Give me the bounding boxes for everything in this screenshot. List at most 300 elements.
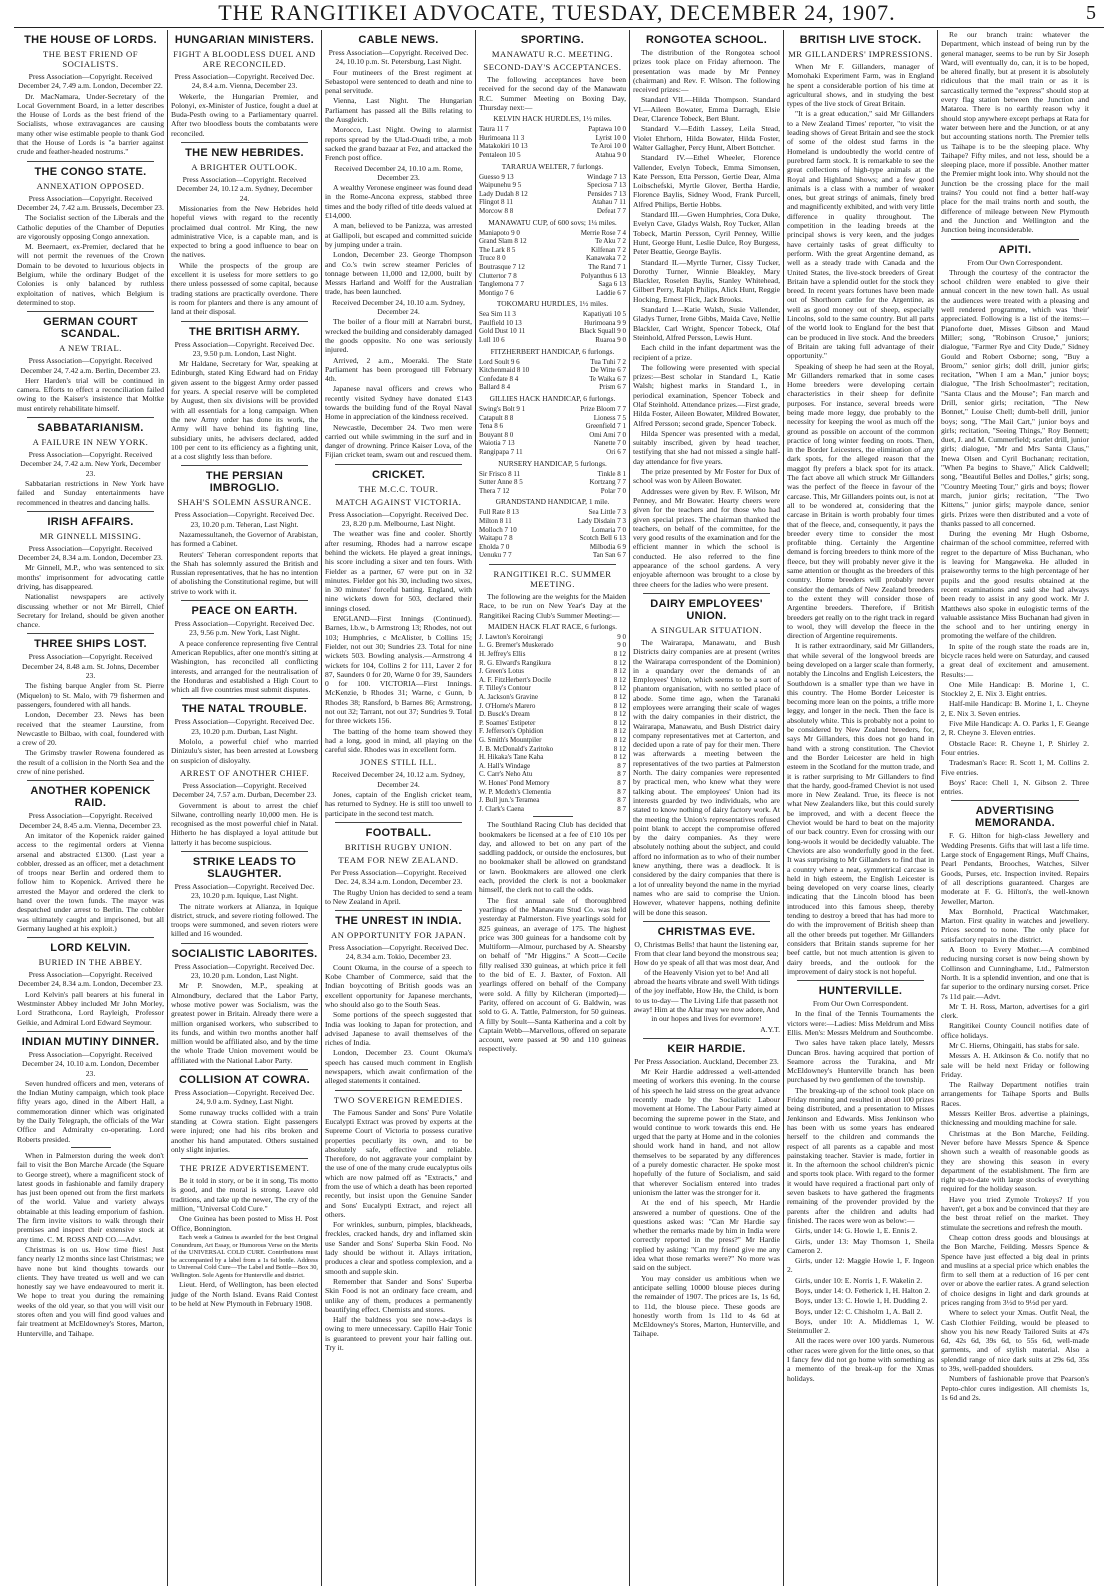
subhead: ANNEXATION OPPOSED.: [36, 180, 145, 191]
entry-text: 8 12: [613, 753, 626, 762]
article-text: All the races were over 100 yards. Numerous other races were given for the little ones, so that I fancy few did not go home with something as a memento of the break-up for the Xmas holidays.: [787, 1336, 934, 1383]
dateline: Press Association—Copyright. Received Dec. 24, 9.0 a.m. Sydney, Last Night.: [174, 1088, 315, 1107]
race-heading: KELVIN HACK HURDLES, 1½ miles.: [493, 114, 612, 124]
headline-football: FOOTBALL.: [365, 826, 432, 839]
article-text: Seven hundred officers and men, veterans of the Indian Mutiny campaign, which took place fifty years ago, dined in the Albert Hall, a commemoration dinner which was originated by the Daily Telegraph, the officials of the War Office and Admiralty co-operating. Lord Roberts presided.: [17, 1078, 164, 1144]
entry-text: 8 7: [617, 804, 626, 813]
entry-text: Te Aroi 10 0: [590, 142, 626, 151]
entry-text: Kortzang 7 7: [589, 478, 626, 487]
article-text: When Mr F. Gillanders, manager of Momohaki Experiment Farm, was in England he spent a considerable portion of his time at agricultural shows, and in studying the best types of the live stock of Great Britain.: [787, 62, 934, 109]
article-text: The Southland Racing Club has decided that bookmakers be licensed at a fee of £10 10s per day, and allowed to bet on any part of the saddling paddock, or outside the enclosures, but no bookmaker shall be allowed on grandstand or lawn. Bookmakers are allowed one clerk each, provided the clerk is not a bookmaker himself, the clerk not to call the odds.: [479, 820, 626, 895]
race-entry: [479, 358, 626, 367]
article-text: Mr Keir Hardie addressed a well-attended meeting of workers this evening. In the course of his speech he laid stress on the great advance recently made by the Socialistic Labour movement at Home. The Labour Party aimed at becoming the supreme power in the State, and would continue to work towards this end. He urged that the party at Home and in the colonies should work hand in hand, and not allow themselves to be separated by any differences of a purely domestic character. He spoke most hopefully of the future of Socialism, and said that wherever Socialism entered into trades unionism the latter was the stronger for it.: [633, 1067, 780, 1197]
dateline: Press Association—Copyright. Received December 24, 7.42 a.m. Brussels, December 23.: [17, 193, 164, 212]
entry-text: Uenuku 7 7: [479, 551, 512, 560]
dateline: Press Association—Copyright. Received Dec. 23, 8.20 p.m. Melbourne, Last Night.: [328, 509, 469, 529]
entry-text: Bouyant 8 0: [479, 430, 514, 439]
entry-text: Lady Dudah 8 12: [479, 189, 528, 198]
race-entry: [479, 207, 626, 216]
race-entry: [479, 422, 626, 431]
divider: [643, 1038, 770, 1039]
entry-text: Taura 11 7: [479, 125, 509, 134]
entry-text: Grand Slam 8 12: [479, 237, 527, 246]
entry-text: Molloch 7 10: [479, 525, 517, 534]
entry-text: Truce 8 0: [479, 254, 506, 263]
race-entries: [479, 405, 626, 457]
advertisement-text: A Boon to Every Mother.—A combined reducing nursing corset is now being shown by Collinson and Cunninghame, Ltd., Palmerston North. It is a splendid invention, and one that is far superior to the ordinary nursing corset. Price 7s 11d pair.—Advt.: [941, 945, 1089, 1001]
entry-text: 8 12: [613, 701, 626, 710]
article-text: Mr Ginnell, M.P., who was sentenced to six months' imprisonment for advocating cattle driving, has disappeared.: [17, 563, 164, 591]
article-text: The following were presented with special prizes:—Best scholar in Standard I., Katie Walsh; highest marks in Standard I., in periodical examination, Spencer Tobeck and Olaf Steinhold. Attendance prizes.—First grade, Hilda Foster, Aileen Bowater, Mildred Bowater, Alfred Persson; second grade, Spencer Tobeck.: [633, 362, 780, 428]
article-text: Reuters' Teheran correspondent reports that the Shah has solemnly assured the British and Russian representatives, that he has no intention of abolishing the Constitutional regime, but will strive to work with it.: [171, 549, 318, 596]
entry-text: Kitchenmaid 8 10: [479, 366, 530, 375]
subhead: A BRIGHTER OUTLOOK.: [191, 162, 298, 173]
entry-text: Montigo 7 6: [479, 288, 514, 297]
article-text: A peace conference representing five Central American Republics, after one month's sitting at Washington, has reconciled all conflicting interests, and arranged for the neutralisation of the Honduras and established a High Court to which all five countries must submit disputes.: [171, 638, 318, 695]
divider: [643, 921, 770, 922]
article-text: Dr. MacNamara, Under-Secretary of the Local Government Board, in a letter describes the House of Lords as the best friend of the Socialists, whose extravagances are causing many other wise estimable people to thank God that the House of Lords is "a barrier against crude and feather-headed nostrums.": [17, 91, 164, 157]
headline-christmas-eve: CHRISTMAS EVE.: [657, 925, 756, 938]
race-heading: NURSERY HANDICAP, 5 furlongs.: [498, 458, 607, 468]
entry-text: Hurimoana 9 9: [584, 318, 626, 327]
headline-hunterville: HUNTERVILLE.: [818, 985, 903, 998]
headline-socialistic-laborites: SOCIALISTIC LABORITES.: [171, 947, 318, 960]
headline-new-hebrides: THE NEW HEBRIDES.: [185, 147, 304, 160]
entry-text: W. Hones' Pond Memory: [479, 778, 550, 787]
entry-text: Boutrasque 7 12: [479, 262, 525, 271]
race-entry: [479, 254, 626, 263]
entry-text: Omi Ami 7 0: [589, 430, 626, 439]
entry-text: G. Smith's Mountpiler: [479, 735, 542, 744]
article-text: A man, believed to be Panizza, was arrested at Gallipoli, but escaped and committed suicide by jumping under a train.: [325, 221, 472, 249]
advertisement-text: For wrinkles, sunburn, pimples, blackheads, freckles, cracked hands, dry and inflamed skin use Sander and Sons' Superba Skin Food. No lady should be without it. Allays irritation, produces a clear and spotless complexion, and a smooth and supple skin.: [325, 1220, 472, 1276]
entry-text: Eholda 7 0: [479, 542, 510, 551]
headline-british-army: THE BRITISH ARMY.: [188, 325, 301, 338]
race-entry: [479, 641, 626, 650]
advertisement-text: Cheap cotton dress goods and blousings at the Bon Marche, Feilding. Messrs Spence & Spence have just effected a big deal in prints and muslins at a special price which enables the firm to sell them at a reduction of 16 per cent over or above the earlier rates. A grand selection of choice designs in light and dark grounds at prices ranging from 3½d to 9½d per yard.: [941, 1232, 1089, 1307]
dateline: Press Association—Copyright. Received December 24, 10.10 a.m. London, December 23.: [21, 1049, 160, 1078]
race-entry: [479, 702, 626, 711]
race-entry: [479, 788, 626, 797]
entry-text: Paulfield 10 13: [479, 318, 522, 327]
dateline: Press Association—Copyright. Received December 24, 7.42 a.m. Berlin, December 23.: [20, 356, 161, 375]
race-entry: [479, 478, 626, 487]
subhead-remedies: TWO SOVEREIGN REMEDIES.: [333, 1094, 464, 1105]
masthead-rule: [14, 27, 1104, 28]
entry-text: Sutter Anne 8 5: [479, 478, 523, 487]
advertisement-text: Rangitikei County Council notifies date of office holidays.: [941, 1021, 1089, 1040]
race-heading: TARARUA WELTER, 7 furlongs.: [501, 161, 604, 171]
advertisement-text: Messrs A. H. Atkinson & Co. notify that no sale will be held next Friday or following Friday.: [941, 1051, 1089, 1079]
article-text: Nazamessultaneh, the Governor of Arabistan, has formed a Cabinet.: [171, 529, 318, 549]
entry-text: Ori 6 7: [606, 448, 626, 456]
article-text: Each child in the infant department was the recipient of a prize.: [633, 343, 780, 362]
divider: [27, 633, 154, 634]
divider: [181, 600, 308, 601]
entry-text: 8 12: [613, 667, 626, 676]
advertisement-text: The Railway Department notifies train arrangements for Taihape Sports and Bulls Races.: [941, 1080, 1089, 1108]
divider: [27, 311, 154, 312]
article-text: During the evening Mr Hugh Osborne, chairman of the school committee, referred with regret to the departure of Miss Buchanan, who is leaving for Mangaweka. He alluded in praiseworthy terms to the high percentage of her pupils and the good results obtained at the recent examinations and said she had always been ready to assist in any good work. Mr J. Matthews also spoke in eulogistic terms of the valuable assistance Miss Buchanan had given in the school and to her untiring energy in promoting the welfare of the children.: [941, 529, 1089, 641]
headline-cable-news: CABLE NEWS.: [358, 34, 439, 46]
headline-british-live-stock: BRITISH LIVE STOCK.: [799, 34, 922, 46]
article-text: Hilda Spencer was presented with a medal, suitably inscribed, given by head teacher, testifying that she had not missed a single half-day attendance for five years.: [633, 428, 780, 466]
divider: [951, 800, 1079, 801]
article-text: It is rather extraordinary, said Mr Gillanders, that while several of the longwool breeds are being developed on a larger scale than formerly, notably the Lincolns and English Leicesters, the Southdown is a smaller type than we have in this country. The Home Border Leicester is becoming more lean on the points, a trifle more leggy, and longer in the neck. Then the face is absolutely white. This is probably not a point to be considered by New Zealand breeders, for, says Mr Gillanders, this does not go hand in hand with a strong constitution. The Cheviot and the Border Leicester are held in high esteem in the Scotland for the mutton trade, and it is rather surprising to Mr Gillanders to find that the hardy, good-framed Cheviot is not used more in New Zealand. True, its fleece is not what New Zealanders like, but this could surely be improved, and with a decent fleece the Cheviot would be hard to beat on the majority of our back country. Even for crossing with our long-wools it would be decidedly valuable. The Cheviots are also wonderfully good in the feet. It was surprising to Mr Gillanders to find that in a country where a neat, symmetrical carcase is held in high esteem, the English Leicester is being developed on very coarse lines, clearly indicating that the Lincoln blood has been introduced into this famous sheep, thereby tending to destroy a breed that has had more to do with the improvement of British sheep than all the other breeds put together. Mr Gillanders considers that Britain stands supreme for her beef cattle, but not much attention is given to dairy breeds, and the outlook for the improvement of dairy stock is not hopeful.: [787, 641, 934, 976]
race-entry: [479, 439, 626, 448]
article-text: The weather was fine and cooler. Shortly after resuming, Rhodes had a narrow escape behind the wickets. He played a great innings, his score including a sixer and ten fours. With Fielder as a partner, 67 were put on in 32 minutes. Fielder got his 30, including two sixes, in 30 minutes' forceful batting. England, with nine wickets down for 503, declared their innings closed.: [325, 529, 472, 613]
result-line: Girls, under 12: Maggie Howie 1, F. Ingeon 2.: [787, 1256, 934, 1275]
entry-text: Paptawa 10 0: [588, 125, 626, 134]
entry-text: Rangipapa 7 11: [479, 448, 523, 456]
entry-text: Ruaroa 9 0: [595, 336, 626, 345]
race-heading: TOKOMARU HURDLES, 1½ miles.: [496, 299, 609, 309]
race-entry: [479, 272, 626, 281]
dateline: Press Association—Copyright. Received Dec. 23, 9.56 p.m. New York, Last Night.: [174, 619, 315, 638]
advertisement-text: F. G. Hilton for high-class Jewellery and Wedding Presents. Gifts that will last a life time. Large stock of Engagement Rings, Muff Chains, Pearl Pendants, Brooches, Watches, Silver Goods, Purses, etc. Inspection invited. Repairs of all descriptions guaranteed. Charges are moderate at F. G. Hilton's, the well-known Jeweller, Marton.: [941, 831, 1089, 906]
article-text: Standard II.—Myrtle Turner, Cissy Tucker, Dorothy Turner, Winnie Bleakley, Mary Blackler, Roselen Baylis, Stanley Whitehead, Gilbert Perry, Ralph Philips, Alick Hunt, Reggie Hocking, Ernest Flick, Jack Brooks.: [633, 257, 780, 304]
entry-text: Tena 8 6: [479, 422, 504, 431]
divider: [951, 239, 1079, 240]
race-entry: [479, 633, 626, 642]
headline-natal-trouble: THE NATAL TROUBLE.: [181, 703, 308, 716]
result-line: Boys, under 13: C. Howie 1, H. Dudding 2.: [795, 1296, 928, 1306]
divider: [643, 593, 770, 594]
divider: [797, 980, 924, 981]
entry-text: Sir Frisco 8 11: [479, 469, 521, 478]
race-entry: [479, 650, 626, 659]
article-text: Mr Haldane, Secretary for War, speaking at Edinburgh, stated King Edward had on Friday given assent to the biggest Army order passed for years. A special reserve will be completed by August, then six divisions will be provided with all essentials for a long campaign. When the new Army order has done its work, the Army will have behind its fighting line, subsidiary units, he advisers declared, added 100 per cent to its efficiency as a fighting unit, at a cost slightly less than before.: [171, 359, 318, 462]
article-text: Standard I.—Katie Walsh, Susie Vallender, Gladys Turner, Irene Gibbs, Maida Cave, Nellie Blackler, Carl Wright, Spencer Tobeck, Olaf Steinhold, Alfred Persson, Lewis Hunt.: [633, 305, 780, 342]
article-text: Nationalist newspapers are actively discussing whether or not Mr Birrell, Chief Secretary for Ireland, should be given another chance.: [17, 592, 164, 630]
entry-text: F. Jefferson's Ophidion: [479, 727, 544, 736]
result-line: Girls, under 14: G. Howie 1, E. Ennis 2.: [795, 1226, 918, 1236]
divider: [181, 142, 308, 143]
divider: [27, 511, 154, 512]
entry-text: 8 12: [613, 727, 626, 736]
advertisement-text: Remember that Sander and Sons' Superba Skin Food is not an ordinary face cream, and unlike any of them, produces a permanently beautifying effect. Chemists and stores.: [325, 1276, 472, 1314]
article-text: Mr P. Snowden, M.P., speaking at Almondbury, declared that the Labor Party, whose motive power was Socialism, was the greatest power in Britain. Already there were a million organised workers, who subscribed to its funds, and within two months another half million would be affiliated also, and by the time the whole Trade Union movement would be affiliated with the National Labor Party.: [171, 981, 318, 1065]
entry-text: The Rand 7 1: [588, 262, 626, 271]
entry-text: Gold Dust 10 11: [479, 327, 526, 336]
column-3: [322, 30, 476, 1586]
race-entry: [479, 710, 626, 719]
entry-text: Te Waika 6 7: [589, 374, 626, 383]
race-entry: [479, 534, 626, 543]
race-entry: [479, 470, 626, 479]
article-text: Through the courtesy of the contractor the school children were enabled to give their annual concert in the new town hall. As usual the audiences were treated with a pleasing and well rendered programme, which was 'their' appreciated. Following is a list of the items:—Pianoforte duet, Misses Gibson and Maud Miller; song, "Robinson Crusoe," juniors; dialogue, "Farmer Rye and City Dude," Sidney Gould and Robert Osborne; song, "Buy a Broom," senior girls; doll drill, junior girls; recitation, "When I am a Man," junior boys; dialogue, "The Irish Schoolmaster"; recitation, "Santa Claus and the Mouse"; Fan march and Drill, senior girls; recitation, "The New Bonnet," Louise Chell; dumb-bell drill, junior boys; song, "The Mail Cart," junior boys and girls; recitation, "Seeing Things," Roy Bennett; duet, J. and M. Cummerfield; scarlet drill, junior girls; dialogue, "Mr and Mrs Santa Claus," Inewa Olsen and Cyril Buchanan; recitation, "When Pa begins to Shave," Alick Caldwell; song, "Beautiful Belles and Dolles," girls; song, "Country Meeting Tour," girls and boys; flower march, junior girls; recitation, "The Two Kittens," junior girls; maypole dance, senior girls. Prizes were then distributed and a vote of thanks passed to all concerned.: [941, 267, 1089, 528]
entry-text: 8 7: [617, 770, 626, 779]
subhead: THE M.C.C. TOUR.: [358, 483, 439, 494]
article-text: The prize presented by Mr Foster for Dux of school was won by Aileen Bowater.: [633, 467, 780, 486]
subhead: MANAWATU R.C. MEETING.: [491, 49, 614, 59]
article-text: You may consider us ambitious when we anticipate selling 10000 blouse pieces during the remainder of 1907. The prices are 1s, 1s 6d, to 11d, the blouse piece. These goods are honestly worth from 1s 11d to 4s 6d at McEldowney's Stores, Marton, Hunterville, and Taihape.: [633, 1273, 780, 1339]
entry-text: Catapult 8 8: [479, 413, 514, 422]
entry-text: Kanawaka 7 2: [585, 254, 626, 263]
article-text: The fishing barque Angler from St. Pierre (Miquelon) to St. Malo, with 79 fishermen and passengers, foundered with all hands.: [17, 681, 164, 709]
race-entry: [479, 659, 626, 668]
article-text: The Wairarapa, Manawatu, and Bush Districts dairy companies are at present (writes the Wairarapa correspondent of the Dominion) in a quandary over the demands of an Employees' Union, which seems to be a sort of phantom organisation, with no settled place of abode. Some time ago, when the Taranaki employees were arranging their scale of wages with the dairy companies in their district, the Wairarapa, Manawatu, and Bush District dairy company representatives met at Carterton, and decided upon a rate of pay for their men. There was afterwards a meeting between the representatives of the two parties at Palmerston North. The dairy companies were represented by practical men, who knew what they were talking about. The employees' Union had its interests guarded by two individuals, who are stated to know nothing of dairy factory work. At the meeting the Union's representatives refused point blank to accept the compromise offered by the dairy companies. As they were absolutely nothing about the subject, and could afford no information as to who of their number knew anything, there was a deadlock. It is considered by the dairy companies that there is a lot of unreality beyond the name in the myriad names who are said to comprise the Union. However, whatever happens, nothing definite will be done this season.: [633, 637, 780, 917]
advertisement-text: Where to select your Xmas. Outfit Neal, the Cash Clothier Feilding, would be pleased to show you his new Ready Tailored Suits at 47s 6d, 42s 6d, 39s 6d, to 55s 6d, well-made garments, and of stylish material. Also a splendid range of nice dark suits at 29s 6d, 35s to 39s, well-padded shoulders.: [941, 1308, 1089, 1374]
race-entry: [479, 796, 626, 805]
entry-text: Lady Disdain 7 3: [577, 516, 626, 525]
article-text: The batting of the home team showed they had a long, good in mind, all playing on the careful side. Rhodes was in excellent form.: [325, 726, 472, 755]
entry-text: A. F. FitzHerbert's Docile: [479, 675, 552, 684]
entry-text: Waipunehu 9 5: [479, 181, 522, 190]
race-entry: [479, 405, 626, 414]
divider: [71, 1147, 111, 1148]
race-entry: [479, 667, 626, 676]
entry-text: 8 12: [613, 735, 626, 744]
result-line: Tradesman's Race: R. Scott 1, M. Collins 2. Five entries.: [941, 758, 1089, 777]
column-6: [784, 30, 938, 1586]
race-entry: [479, 310, 626, 319]
headline-dairy-employees-union: DAIRY EMPLOYEES' UNION.: [650, 597, 763, 622]
entry-text: Windage 7 13: [587, 172, 626, 181]
race-entry: [479, 736, 626, 745]
article-text: Standard V.—Edith Lassey, Leila Stead, Violet Ehrhorn, Hilda Bowater, Hilda Foster, Walter Gallagher, Percy Hunt, Albert Bottcher.: [633, 124, 780, 152]
headline-sporting: SPORTING.: [520, 34, 585, 46]
headline-rongotea-school: RONGOTEA SCHOOL.: [645, 34, 768, 46]
divider: [27, 417, 154, 418]
race-entry: [479, 319, 626, 328]
column-5: [630, 30, 784, 1586]
entry-text: Confedate 8 4: [479, 374, 519, 383]
subhead: TEAM FOR NEW ZEALAND.: [338, 854, 459, 865]
dateline: Press Association—Copyright. Received December 24, 7.42 a.m. New York, December 23.: [20, 450, 161, 478]
race-entry: [479, 448, 626, 457]
divider: [335, 822, 462, 823]
article-text: Four mutineers of the Brest regiment at Sebastopol were sentenced to death and nine to penal servitude.: [325, 67, 472, 96]
article-text: Standard III.—Gwen Humphries, Cora Duke, Evelyn Cave, Gladys Walsh, Roy Tucker, Allan Tobeck, Martin Persson, Cyril Penney, Willie Hunt, George Hunt, Leslie Dulce, Roy Burgess, Peter Beattie, George Baylis.: [633, 210, 780, 257]
subhead: A NEW TRIAL.: [59, 343, 122, 354]
article-text: The boiler of a flour mill at Narrabri burst, wrecked the building and considerably damaged the goods opposite. No one was seriously injured.: [325, 317, 472, 355]
article-text: Newcastle, December 24. Two men were carried out while swimming in the surf and in danger of drowning. Prince Kaiser Lova, of the Fijian cricket team, swam out and rescued them.: [325, 422, 472, 460]
race-entry: [479, 719, 626, 728]
entry-text: 8 12: [613, 744, 626, 753]
subhead: A SINGULAR SITUATION.: [651, 624, 762, 635]
race-entry: [479, 762, 626, 771]
divider: [181, 851, 308, 852]
entry-text: Sea Little 7 3: [588, 508, 626, 517]
race-entry: [479, 246, 626, 255]
headline-strike-slaughter: STRIKE LEADS TO SLAUGHTER.: [192, 856, 297, 880]
entry-text: J. Bull jun.'s Teramea: [479, 796, 540, 805]
entry-text: Ballard 8 4: [479, 383, 511, 392]
entry-text: J. Clark's Caena: [479, 804, 525, 813]
article-text: Jones, captain of the English cricket team, has returned to Sydney. He is still too unwell to participate in the second test match.: [325, 790, 472, 818]
entry-text: Lull 10 6: [479, 336, 505, 345]
entry-text: Flingot 8 11: [479, 198, 513, 207]
entry-text: Milbodia 6 9: [589, 542, 626, 551]
dateline: Press Association—Copyright. Received Dec. 23, 10.20 p.m. Teheran, Last Night.: [174, 510, 315, 529]
race-entry: [479, 431, 626, 440]
article-text: Some portions of the speech suggested that India was looking to Japan for protection, and advised Japanese to avail themselves of the riches of India.: [325, 1010, 472, 1048]
article-text: Government is about to arrest the chief Silwane, controlling nearly 10,000 men. He is recognised as the most powerful chief in Natal. Hitherto he has displayed a loyal attitude but latterly it has become suspicious.: [171, 800, 318, 847]
dateline: Press Association—Copyright. Received Dec. 23, 10.20 p.m. London, Last Night.: [174, 961, 315, 981]
subhead: SECOND-DAY'S ACCEPTANCES.: [483, 62, 622, 72]
race-entries: [479, 508, 626, 560]
race-entry: [479, 745, 626, 754]
race-entry: [479, 280, 626, 289]
result-line: Boys, under 12: C. Chisholm 1, A. Ball 2.: [795, 1306, 923, 1316]
entry-text: A. Hall's Windage: [479, 761, 531, 770]
divider: [27, 780, 154, 781]
headline-sabbatarianism: SABBATARIANISM.: [37, 422, 144, 435]
article-text: Sabbatarian restrictions in New York have failed and Sunday entertainments have recommenced in theatres and dancing halls.: [17, 478, 164, 507]
race-entries: [479, 633, 626, 813]
column-2: [168, 30, 322, 1586]
entry-text: Lyrist 10 0: [595, 133, 626, 142]
entry-text: The Lark 8 5: [479, 245, 516, 254]
poem-signature: A.Y.T.: [760, 1024, 780, 1034]
subhead: BURIED IN THE ABBEY.: [38, 957, 143, 968]
headline-peace-on-earth: PEACE ON EARTH.: [191, 605, 298, 618]
subhead: THE BEST FRIEND OF SOCIALISTS.: [42, 49, 139, 69]
divider: [181, 943, 308, 944]
entry-text: Waitapu 7 8: [479, 534, 513, 543]
result-line: One Mile Handicap: B. Morine 1, C. Stockley 2, E. Nix 3. Eight entries.: [941, 679, 1089, 699]
article-text: The distribution of the Rongotea school prizes took place on Friday afternoon. The presentation was made by Mr Penney (chairman) and Rev. F. Wilson. The following received prizes:—: [633, 48, 780, 95]
advertisement-text: Christmas at the Bon Marche, Feilding. Never before have Messrs Spence & Spence shown such a wealth of reasonable goods as they are showing this season in every department of the establishment. The firm are right up-to-date with large stocks of everything required for the holiday season.: [941, 1128, 1089, 1194]
dateline: Press Association—Copyright. Received December 24, 8.48 a.m. St. Johns, December 23.: [21, 652, 160, 681]
column-7: [938, 30, 1092, 1586]
entry-text: 8 7: [617, 787, 626, 796]
subhead: FIGHT A BLOODLESS DUEL AND ARE RECONCILED.: [173, 49, 316, 69]
race-entry: [479, 229, 626, 238]
race-heading: MANAWATU CUP, of 600 sovs; 1¼ miles.: [488, 217, 617, 227]
dateline: Received December 24, 10.10 a.m. Rome, December 23.: [334, 163, 463, 182]
entry-text: 9 0: [617, 632, 626, 641]
entry-text: Swing's Bolt 9 1: [479, 405, 526, 414]
entry-text: Morcow 8 8: [479, 206, 514, 215]
article-text: Mololo, a powerful chief who married Dinizulu's sister, has been arrested at Lowsberg on suspicion of disloyalty.: [171, 737, 318, 765]
article-text: Wekerle, the Hungarian Premier, and Polonyi, ex-Minister of Justice, fought a duel at Buda-Pesth owing to a Parliamentary quarrel. After two bloodless bouts the combatants were reconciled.: [171, 91, 318, 138]
result-line: Boys, under 14: O. Fetherick 1, H. Halton 2.: [795, 1286, 931, 1295]
race-entry: [479, 753, 626, 762]
article-text: The following acceptances have been received for the second day of the Manawatu R.C. Summer Meeting on Boxing Day, Thursday next:—: [479, 75, 626, 112]
result-line: Boys' Race: Chell 1, N. Gibson 2. Three entries.: [941, 777, 1089, 797]
divider: [335, 910, 462, 911]
entry-text: H. Hikaka's Tane Kaha: [479, 753, 544, 762]
article-text: Vienna, Last Night. The Hungarian Parliament has passed all the Bills relating to the Ausgleich.: [325, 96, 472, 125]
entry-text: 8 12: [613, 675, 626, 684]
entry-text: Thera 7 12: [479, 486, 510, 495]
race-entry: [479, 693, 626, 702]
article-text: Re our branch train: whatever the Department, which instead of being run by the general manager, seems to be run by Sir Joseph Ward, will eventually do, can, it is to be hoped, be altered finally, but at present it is absolutely ridiculous that the mail train or as it is sarcastically termed the "express" should stop at every flag station between the Junction and Mataroa. There is no earthly reason why it should stop anywhere except perhaps at Rata for water between here and the Junction, or at any but accounting stations north. The Premier tells us Taihape is to be the sleeping place. Why Taihape? Fifty miles, and not less, should be a sleeping place, more if possible. Another matter the Premier might look into. Why should not the Junction be the crossing place for the mail trains? You could not find a better half-way place for the mail trains north and south, the difference of mileage between New Plymouth and the Junction and Wellington and the Junction being inconsiderable.: [941, 30, 1089, 235]
dateline: Press Association—Copyright. Received Dec. 23, 10.20 p.m. Iquique, Last Night.: [174, 882, 315, 901]
race-entry: [479, 779, 626, 788]
headline-indian-mutiny-dinner: INDIAN MUTINY DINNER.: [21, 1035, 160, 1048]
subhead: MATCH AGAINST VICTORIA.: [335, 496, 462, 507]
advertisement-text: Half the baldness you see now-a-days is owing to mere unnecessary. Capillo Hair Tonic is guaranteed to prevent your hair falling out. Try it.: [325, 1315, 472, 1353]
advertisement-text: The Famous Sander and Sons' Pure Volatile Eucalypti Extract was proved by experts at the Supreme Court of Victoria to possess curative properties peculiarly its own, and to be absolutely safe, effective and reliable. Therefore, do not aggravate your complaint by the use of one of the many crude eucalyptus oils which are now palmed off as "Extracts," and from the use of which a death has been reported recently, but insist upon the Genuine Sander and Sons' Eucalypti Extract, and reject all others.: [325, 1107, 472, 1219]
subhead: MR GINNELL MISSING.: [39, 530, 142, 541]
headline-hungarian-ministers: HUNGARIAN MINISTERS.: [174, 34, 315, 46]
divider: [335, 464, 462, 465]
dateline: Press Association—Copyright. Received Dec. 23, 10.20 p.m. Durban, Last Night.: [174, 717, 315, 736]
entry-text: Lomaria 7 0: [591, 525, 626, 534]
entry-text: Hurimoana 11 3: [479, 133, 525, 142]
dateline: Press Association—Copyright. Received Dec. 24, 8.4 a.m. Vienna, December 23.: [174, 72, 315, 91]
race-entry: [479, 805, 626, 814]
entry-text: Tinkle 8 1: [597, 469, 626, 478]
result-line: Boys, under 10: A. Middlemas 1, W. Steinmuller 2.: [787, 1316, 934, 1336]
entry-text: Sea Sim 11 3: [479, 310, 516, 319]
result-line: Half-mile Handicap: B. Morine 1, L. Cheyne 2, E. Nix 3. Seven entries.: [941, 699, 1089, 718]
race-entry: [479, 543, 626, 552]
masthead: [0, 0, 1114, 26]
article-text: An imitator of the Kopenick raider gained access to the regimental orders at Vienna arsenal and abstracted £1300. (Last year a cobbler, dressed as an officer, met a detachment of troops near Berlin and ordered them to follow him to Kopenick. Arrived there he arrested the Mayor and ordered the clerk to hand over the town funds. The mayor was despatched under arrest to Berlin. The cobbler was ultimately caught and imprisoned, but all Germany laughed at his exploit.): [17, 830, 164, 933]
race-entries: [479, 310, 626, 344]
headline-advertising-memoranda: ADVERTISING MEMORANDA.: [975, 805, 1055, 830]
dateline: Received December 24, 10.10 a.m. Sydney, December 24.: [332, 297, 465, 317]
advertisement-text: Have you tried Zymole Trokeys? If you haven't, get a box and be convinced that they are the best throat relief on the market. They stimulate the secretions and refresh the mouth.: [941, 1194, 1089, 1232]
headline-keir-hardie: KEIR HARDIE.: [667, 1042, 746, 1055]
race-entry: [479, 517, 626, 526]
divider: [27, 161, 154, 162]
race-entry: [479, 190, 626, 199]
entry-text: Milton 8 11: [479, 516, 512, 525]
race-entries: [479, 125, 626, 159]
entry-text: Lord Soult 9 6: [479, 357, 520, 366]
entry-text: F. Tilley's Contour: [479, 684, 531, 693]
article-text: Count Okuma, in the course of a speech to Kobe Chamber of Commerce, said that the Indian boycotting of British goods was an excellent opportunity for Japanese merchants, who should also go to the South Seas.: [325, 962, 472, 1009]
subhead: RANGITIKEI R.C. SUMMER MEETING.: [493, 568, 612, 589]
race-entry: [479, 551, 626, 560]
entry-text: 8 12: [613, 692, 626, 701]
article-text: Herr Harden's trial will be continued in camera. Efforts to effect a reconciliation failed owing to the Kaiser's insistence that Moltke must entirely rehabilitate himself.: [17, 375, 164, 413]
advertisement-text: Mr T. H. Ross, Marton, advertises for a girl clerk.: [941, 1001, 1089, 1021]
article-text: Two sales have taken place lately, Messrs Duncan Bros. having acquired that portion of Seamore across the Turakina, and Mr McEldowney's Hunterville branch has been purchased by two gentlemen of the township.: [787, 1038, 934, 1085]
article-text: The Rugby Union has decided to send a team to New Zealand in April.: [325, 887, 472, 906]
entry-text: Tan San 6 7: [592, 551, 626, 560]
poem-text: O, Christmas Bells! that haunt the listening ear, From that clear land beyond the monstrous sea; How do ye speak of all that was most dear, And of the Heavenly Vision yet to be! And all abroad the hearts vibrate and swell With tidings of the joy ineffable, How He, the Child, is born to us to-day— The Living Life that passeth not away! Him at the Altar may we now adore, And in our hopes and lives for evermore!: [633, 939, 780, 1024]
article-text: One Guinea has been posted to Miss H. Post Office, Bonnington.: [171, 1214, 318, 1233]
article-text: Arrived, 2 a.m., Moeraki. The State Parliament has been prorogued till February 4th.: [325, 355, 472, 384]
article-text: Some runaway trucks collided with a train standing at Cowra station. Eight passengers were injured; one had his ribs broken and another his hand amputated. Others sustained only slight injuries.: [171, 1107, 318, 1154]
race-entry: [479, 383, 626, 392]
divider: [181, 1069, 308, 1070]
entry-text: Prism 6 7: [599, 383, 626, 392]
entry-text: Polyanthus 6 13: [580, 271, 626, 280]
entry-text: Speciosa 7 13: [587, 181, 626, 190]
entry-text: 8 12: [613, 684, 626, 693]
race-entry: [479, 770, 626, 779]
byline: From Our Own Correspondent.: [812, 999, 909, 1009]
advertisement-text: Messrs Keiller Bros. advertise a plainings, thicknessing and moulding machine for sale.: [941, 1109, 1089, 1128]
divider: [181, 465, 308, 466]
article-text: Be it told in story, or be it in song, Tis motto is good, and the moral is strong. Leave old traditions, and take up the newer, The cry of the million, "Universal Cold Cure.": [171, 1176, 318, 1214]
entry-text: Defeat 7 7: [596, 206, 626, 215]
subhead: A FAILURE IN NEW YORK.: [32, 437, 149, 448]
entry-text: P. Soames' Estipeter: [479, 718, 536, 727]
entry-text: D. Busck's Dream: [479, 710, 530, 719]
headline-german-court-scandal: GERMAN COURT SCANDAL.: [43, 316, 138, 341]
article-text: M. Beernaert, ex-Premier, declared that he will not permit the revenues of the Crown Domain to be devoted to luxurious objects in Belgium, while the ordinary Budget of the Colonies is only balanced by ruthless exploitation of natives, which Belgium is determined to stop.: [17, 242, 164, 307]
article-text: London, December 23. George Thompson and Co.'s twin screw steamer Pericles of tonnage between 11,000 and 12,000, built by Messrs Harland and Wolff for the Australian trade, has been launched.: [325, 250, 472, 297]
headline-cricket: CRICKET.: [371, 468, 426, 481]
entry-text: J. B. McDonald's Zaritoko: [479, 744, 554, 753]
divider: [181, 1158, 308, 1159]
advertisement-text: Numbers of fashionable prove that Pearson's Pepto-chlor cures indigestion. All chemists 1s, 1s 6d and 2s.: [941, 1374, 1089, 1402]
advertisement-text: When in Palmerston during the week don't fail to visit the Bon Marche Arcade (the Square to George street), where a magnificent stock of latest goods in fashionable and family drapery has just been opened out from the first markets of the world. Value and variety always obtainable at this leading emporium of fashion. The firm invite visitors to walk through their premises and inspect their extensive stock at any time. C. M. ROSS AND CO.—Advt.: [17, 1150, 164, 1244]
race-entry: [479, 487, 626, 496]
entry-text: Full Rate 8 13: [479, 508, 519, 517]
entry-text: Matakokiri 10 13: [479, 142, 528, 151]
divider: [181, 321, 308, 322]
race-entry: [479, 151, 626, 160]
